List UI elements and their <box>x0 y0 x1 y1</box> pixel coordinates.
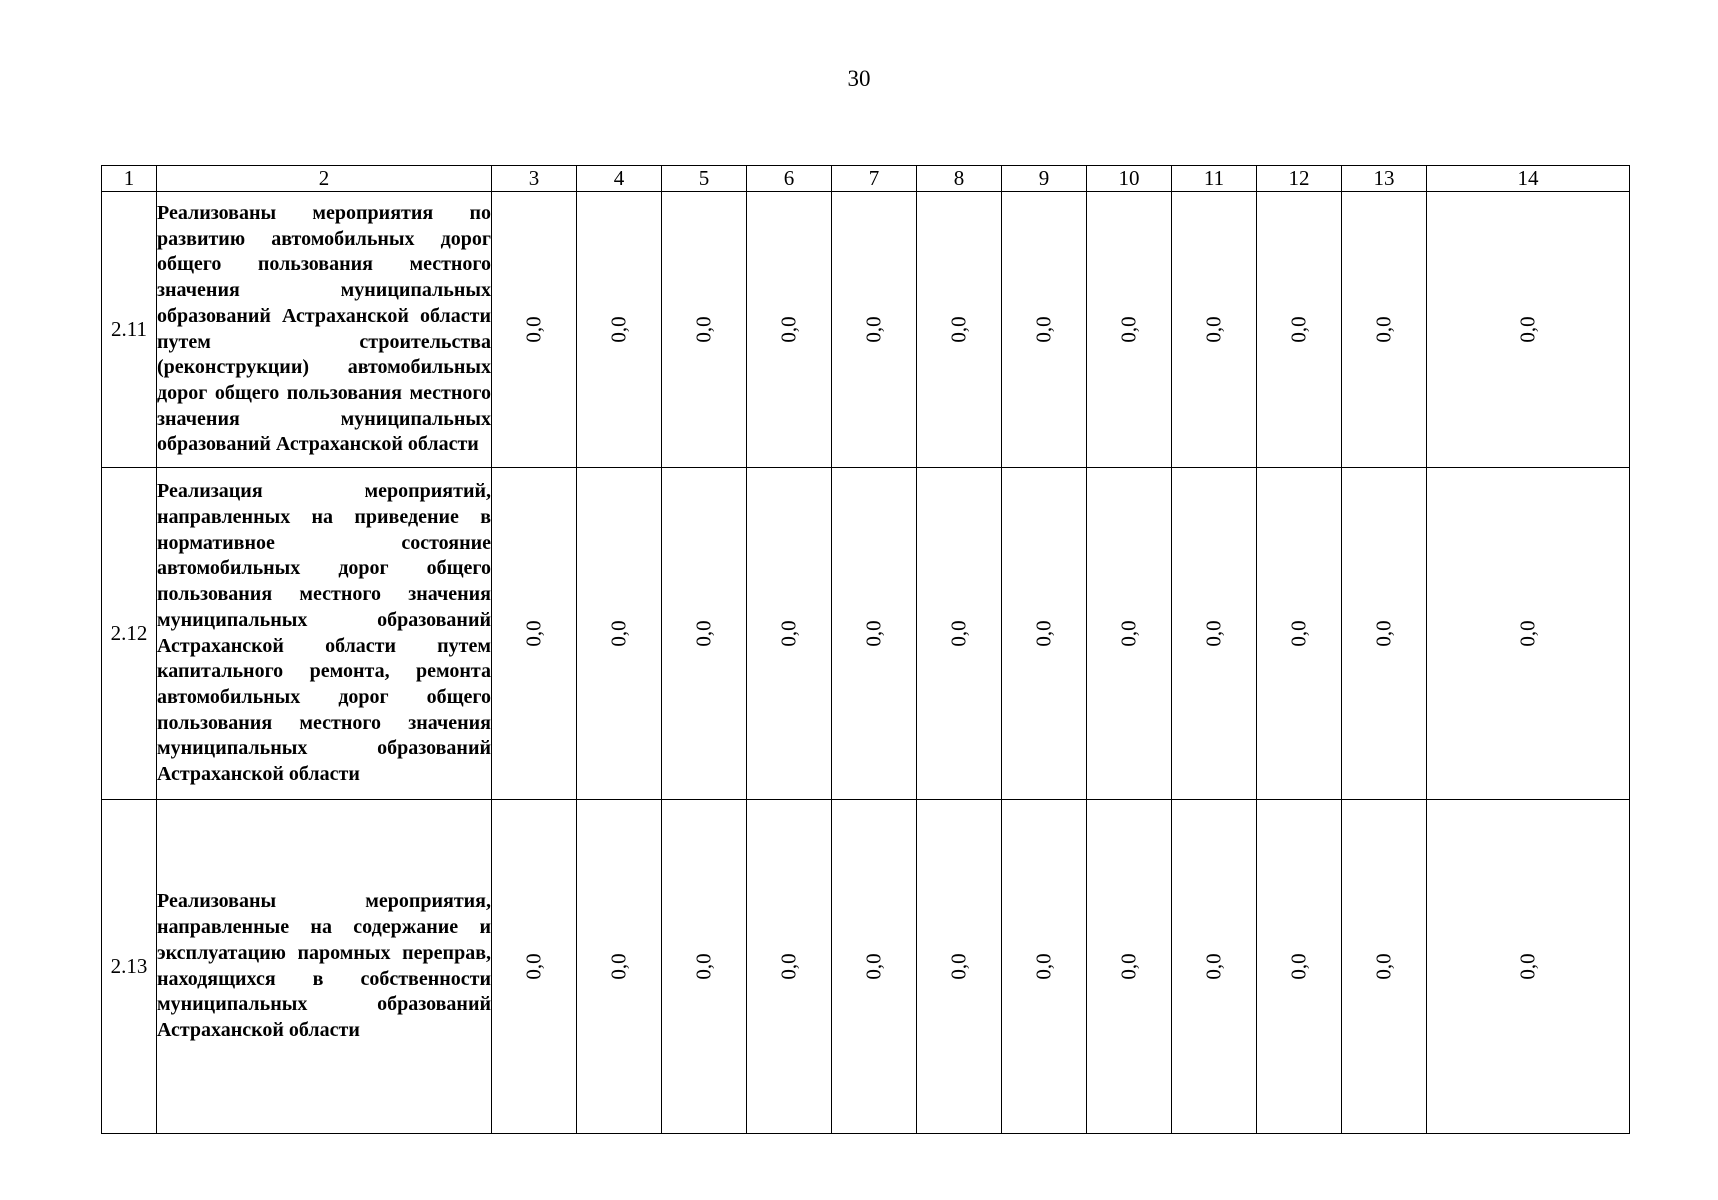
value-cell <box>577 192 662 468</box>
column-header: 9 <box>1002 166 1087 192</box>
value-text: 0,0 <box>861 953 886 980</box>
column-header: 5 <box>662 166 747 192</box>
value-text: 0,0 <box>606 953 631 980</box>
value-cell <box>917 468 1002 800</box>
value-text: 0,0 <box>861 620 886 647</box>
value-text: 0,0 <box>606 316 631 343</box>
value-text: 0,0 <box>1515 620 1540 647</box>
value-text: 0,0 <box>1031 953 1056 980</box>
value-text: 0,0 <box>1201 620 1226 647</box>
table-row <box>102 192 1630 468</box>
value-cell <box>917 192 1002 468</box>
value-cell <box>492 192 577 468</box>
value-cell <box>747 192 832 468</box>
column-header: 3 <box>492 166 577 192</box>
value-text: 0,0 <box>521 316 546 343</box>
value-cell <box>1002 192 1087 468</box>
data-table <box>101 165 1630 1134</box>
row-description: Реализованы мероприятия по развитию автомобильных дорог общего пользования местного значения муниципальных образований Астраханской области путем строительства (реконструкции) автомобильных дорог общего пользования местного значения муниципальных образований Астраханской области <box>157 192 492 468</box>
value-text: 0,0 <box>1201 953 1226 980</box>
value-text: 0,0 <box>691 953 716 980</box>
value-cell <box>1342 192 1427 468</box>
row-description: Реализация мероприятий, направленных на приведение в нормативное состояние автомобильных дорог общего пользования местного значения муниципальных образований Астраханской области путем капитального ремонта, ремонта автомобильных дорог общего пользования местного значения муниципальных образований Астраханской области <box>157 468 492 800</box>
value-cell <box>1427 800 1630 1134</box>
value-text: 0,0 <box>606 620 631 647</box>
column-header: 8 <box>917 166 1002 192</box>
value-cell <box>662 468 747 800</box>
value-text: 0,0 <box>1031 620 1056 647</box>
table-row <box>102 800 1630 1134</box>
value-text: 0,0 <box>776 620 801 647</box>
value-text: 0,0 <box>1116 953 1141 980</box>
value-text: 0,0 <box>946 620 971 647</box>
value-cell <box>1087 468 1172 800</box>
value-cell <box>1427 192 1630 468</box>
value-text: 0,0 <box>946 316 971 343</box>
value-text: 0,0 <box>1116 316 1141 343</box>
column-header: 11 <box>1172 166 1257 192</box>
value-cell <box>1257 800 1342 1134</box>
value-text: 0,0 <box>691 620 716 647</box>
value-text: 0,0 <box>1515 953 1540 980</box>
column-header: 4 <box>577 166 662 192</box>
value-text: 0,0 <box>521 620 546 647</box>
value-cell <box>1257 192 1342 468</box>
value-cell <box>917 800 1002 1134</box>
value-text: 0,0 <box>1286 316 1311 343</box>
column-header: 7 <box>832 166 917 192</box>
value-cell <box>1172 192 1257 468</box>
page-number: 30 <box>847 66 871 91</box>
table-row <box>102 468 1630 800</box>
value-text: 0,0 <box>691 316 716 343</box>
value-text: 0,0 <box>1286 620 1311 647</box>
value-cell <box>1427 468 1630 800</box>
value-cell <box>662 800 747 1134</box>
column-header: 2 <box>157 166 492 192</box>
value-cell <box>747 468 832 800</box>
value-text: 0,0 <box>1116 620 1141 647</box>
header-row <box>102 166 1630 192</box>
value-cell <box>577 468 662 800</box>
value-cell <box>577 800 662 1134</box>
value-text: 0,0 <box>946 953 971 980</box>
column-header: 1 <box>102 166 157 192</box>
row-description: Реализованы мероприятия, направленные на содержание и эксплуатацию паромных переправ, находящихся в собственности муниципальных образований Астраханской области <box>157 800 492 1134</box>
value-text: 0,0 <box>776 953 801 980</box>
value-cell <box>1087 192 1172 468</box>
column-header: 13 <box>1342 166 1427 192</box>
value-cell <box>1002 800 1087 1134</box>
value-text: 0,0 <box>1201 316 1226 343</box>
value-text: 0,0 <box>1371 953 1396 980</box>
column-header: 14 <box>1427 166 1630 192</box>
value-cell <box>1172 800 1257 1134</box>
value-cell <box>492 800 577 1134</box>
value-text: 0,0 <box>1031 316 1056 343</box>
value-cell <box>1342 468 1427 800</box>
value-text: 0,0 <box>1371 620 1396 647</box>
value-text: 0,0 <box>1515 316 1540 343</box>
value-text: 0,0 <box>861 316 886 343</box>
row-number: 2.12 <box>102 468 157 800</box>
value-text: 0,0 <box>776 316 801 343</box>
value-cell <box>832 468 917 800</box>
value-cell <box>1172 468 1257 800</box>
value-cell <box>832 800 917 1134</box>
row-number: 2.13 <box>102 800 157 1134</box>
value-cell <box>1257 468 1342 800</box>
value-text: 0,0 <box>1286 953 1311 980</box>
value-cell <box>662 192 747 468</box>
value-cell <box>747 800 832 1134</box>
value-cell <box>832 192 917 468</box>
row-number: 2.11 <box>102 192 157 468</box>
value-cell <box>1087 800 1172 1134</box>
value-cell <box>492 468 577 800</box>
value-cell <box>1002 468 1087 800</box>
column-header: 10 <box>1087 166 1172 192</box>
value-text: 0,0 <box>521 953 546 980</box>
value-text: 0,0 <box>1371 316 1396 343</box>
column-header: 12 <box>1257 166 1342 192</box>
column-header: 6 <box>747 166 832 192</box>
value-cell <box>1342 800 1427 1134</box>
